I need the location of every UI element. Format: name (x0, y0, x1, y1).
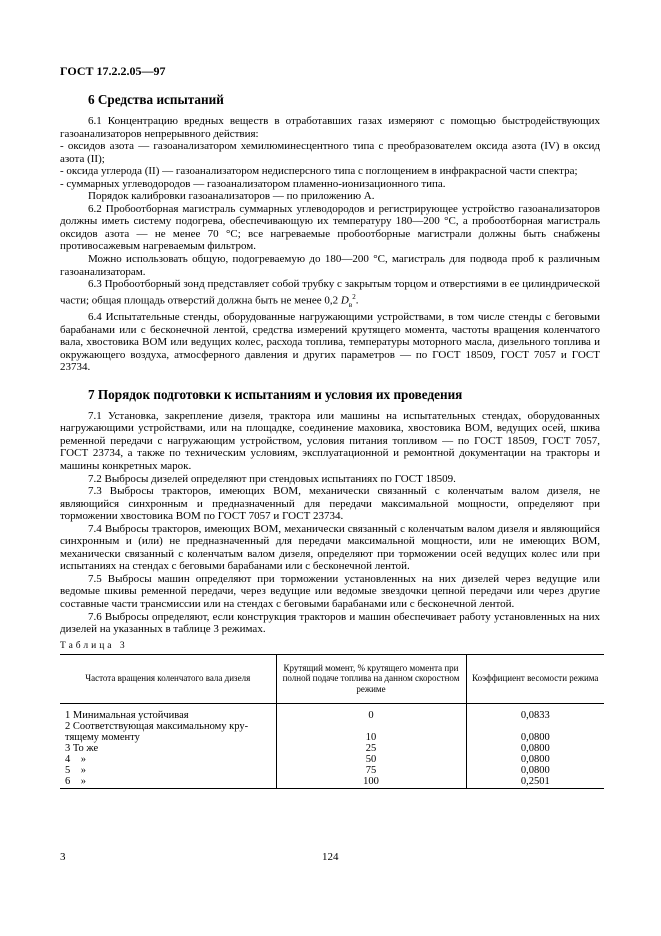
coefficient-cell: 0,0833 (466, 703, 604, 721)
page-number-center: 124 (322, 851, 339, 863)
torque-cell (276, 721, 466, 732)
header-weight-coefficient: Коэффициент весомости режима (466, 654, 604, 703)
paragraph-6-3-text: 6.3 Пробоотборный зонд представляет собой трубку с закрытым торцом и отверстиями в ее цилиндрической части; общая площадь отверстий должна быть не менее 0,2 (60, 278, 600, 307)
torque-cell: 100 (276, 776, 466, 789)
section-6 (60, 92, 600, 374)
torque-cell: 75 (276, 765, 466, 776)
paragraph-7-1: 7.1 Установка, закрепление дизеля, трактора или машины на испытательных стендах, оборудованных нагружающими устройствами, или на площадке, соединение маховика, хвостовика ВОМ, ведущих осей, шкива ременной передачи с нагружающим устройством, условия питания топливом — по ГОСТ 18509, ГОСТ 7057, ГОСТ 23734, а также по техническим условиям, эксплуатационной и ремонтной документации на тракторы и машины конкретных марок. (60, 409, 600, 472)
mode-cell: 5 » (65, 764, 86, 776)
bullet-hydrocarbons: - суммарных углеводородов — газоанализатором пламенно-ионизационного типа. (60, 177, 446, 190)
mode-cell: тящему моменту (65, 731, 140, 743)
coefficient-cell: 0,0800 (466, 754, 604, 765)
table-row (60, 765, 604, 776)
table-row (60, 754, 604, 765)
paragraph-7-3: 7.3 Выбросы тракторов, имеющих ВОМ, механически связанный с коленчатым валом дизеля, не являющийся синхронным и предназначенный для передачи максимальной мощности, определяют при торможении хвостовика ВОМ по ГОСТ 7057 и ГОСТ 23734. (60, 485, 600, 523)
mode-cell: 6 » (60, 776, 276, 789)
coefficient-cell: 0,0800 (466, 765, 604, 776)
torque-cell: 0 (276, 703, 466, 721)
coefficient-cell: 0,0800 (466, 732, 604, 743)
paragraph-7-4: 7.4 Выбросы тракторов, имеющих ВОМ, механически связанный с коленчатым валом дизеля и являющийся синхронным и (или) не предназначенный для передачи максимальной мощности, или не имеющих ВОМ, механически связанный с коленчатым валом дизеля, определяют при торможении осей ведущих колес или при испытаниях на стендах с беговыми барабанами или с бесконечной лентой. (60, 522, 600, 573)
section-7 (60, 387, 600, 636)
paragraph-6-1: 6.1 Концентрацию вредных веществ в отработавших газах измеряют с помощью быстродействующих газоанализаторов непрерывного действия: (60, 115, 600, 140)
mode-cell: 3 То же (65, 742, 99, 754)
table-row (60, 776, 604, 789)
page-number-left: 3 (60, 851, 66, 863)
paragraph-6-3-end: . (355, 294, 359, 307)
diameter-superscript: 2 (352, 292, 356, 301)
mode-cell: 4 » (65, 753, 86, 765)
diameter-symbol: D (340, 294, 349, 307)
paragraph-7-6: 7.6 Выбросы определяют, если конструкция тракторов и машин обеспечивает работу установленных на них дизелей на указанных в таблице 3 режимах. (60, 610, 600, 636)
torque-cell: 10 (276, 732, 466, 743)
paragraph-7-5: 7.5 Выбросы машин определяют при торможении установленных на них дизелей через ведущие или ведомые шкивы ременной передачи, через ведущие или ведомые звездочки цепной передачи или через другие составные части трансмиссии или на стендах с беговыми барабанами или с бесконечной лентой. (60, 572, 600, 610)
table-header-row (60, 654, 604, 703)
table-3-caption: Таблица 3 (60, 640, 128, 651)
header-crankshaft-speed: Частота вращения коленчатого вала дизеля (60, 654, 276, 703)
bullet-nitrogen-oxides: - оксидов азота — газоанализатором хемилюминесцентного типа с преобразователем оксида азота (IV) в оксид азота (II); (60, 140, 600, 165)
section-7-heading: 7 Порядок подготовки к испытаниям и условия их проведения (88, 386, 463, 402)
paragraph-6-3 (60, 278, 600, 311)
coefficient-cell: 0,0800 (466, 743, 604, 754)
table-row (60, 732, 604, 743)
paragraph-7-2: 7.2 Выбросы дизелей определяют при стендовых испытаниях по ГОСТ 18509. (88, 472, 456, 485)
paragraph-calibration: Порядок калибровки газоанализаторов — по приложению А. (88, 190, 375, 203)
page-content (60, 92, 600, 789)
bullet-carbon-oxide: - оксида углерода (II) — газоанализатором недисперсного типа с поглощением в инфракрасной части спектра; (60, 165, 578, 178)
paragraph-6-2: 6.2 Пробоотборная магистраль суммарных углеводородов и регистрирующее устройство газоанализаторов должны иметь систему подогрева, обеспечивающую их температуру 180—200 °С, а пробоотборная магистраль оксидов азота — не менее 70 °С; все нагреваемые пробоотборные магистрали должны быть снабжены противосажевым нагреваемым фильтром. (60, 202, 600, 253)
table-row (60, 721, 604, 732)
paragraph-6-4: 6.4 Испытательные стенды, оборудованные нагружающими устройствами, в том числе стенды с беговыми барабанами или с бесконечной лентой, средства измерений крутящего момента, частоты вращения коленчатого вала, хвостовика ВОМ или ведущих колес, расхода топлива, температуры моторного масла, дизельного топлива и окружающего воздуха, атмосферного давления и других параметров — по ГОСТ 18509, ГОСТ 7057 и ГОСТ 23734. (60, 311, 600, 374)
torque-cell: 25 (276, 743, 466, 754)
paragraph-6-2-common-line: Можно использовать общую, подогреваемую до 180—200 °С, магистраль для подвода проб к различным газоанализаторам. (60, 253, 600, 278)
header-torque-percent: Крутящий момент, % крутящего момента при полной подаче топлива на данном скоростном режиме (276, 654, 466, 703)
torque-cell: 50 (276, 754, 466, 765)
mode-cell: 2 Соответствующая максимальному кру- (65, 720, 249, 732)
table-3 (60, 654, 604, 789)
table-row (60, 743, 604, 754)
section-6-heading: 6 Средства испытаний (88, 92, 224, 107)
diameter-subscript: в (348, 300, 353, 309)
coefficient-cell (466, 721, 604, 732)
coefficient-cell: 0,2501 (466, 776, 604, 789)
table-row (60, 703, 604, 721)
mode-cell: 1 Минимальная устойчивая (65, 709, 189, 721)
document-header: ГОСТ 17.2.2.05—97 (60, 64, 166, 78)
